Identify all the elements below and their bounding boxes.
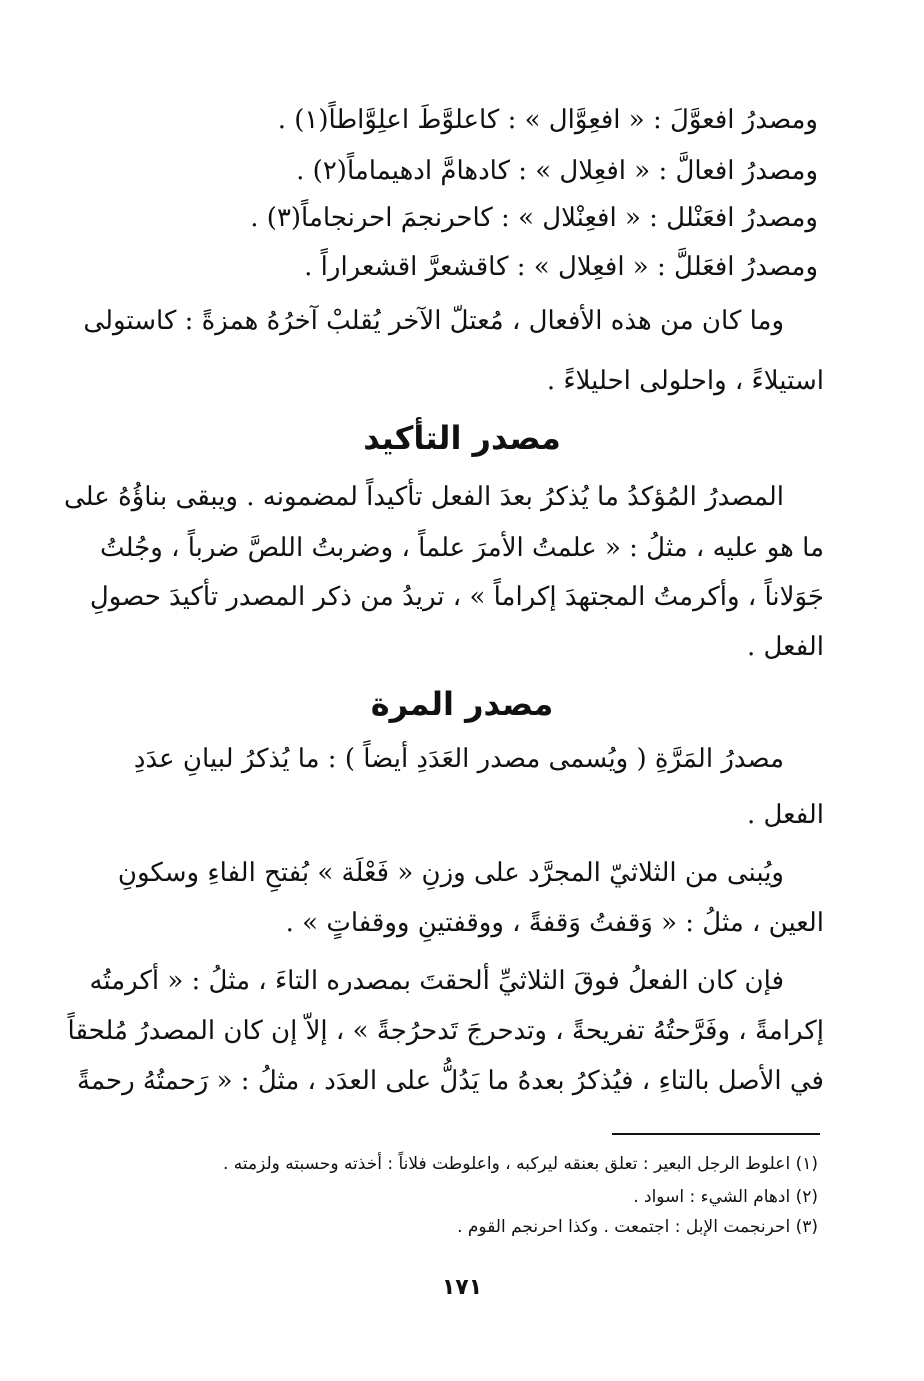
- text-line-4: ومصدرُ افعَللَّ : « افعِلال » : كاقشعرَّ اقشعراراً .: [304, 252, 818, 282]
- paragraph-3-line-1: مصدرُ المَرَّةِ ( ويُسمى مصدر العَدَدِ أيضاً ) : ما يُذكرُ لبيانِ عدَدِ: [133, 744, 784, 774]
- paragraph-4-line-1: ويُبنى من الثلاثيّ المجرَّد على وزنِ « فَعْلَة » بُفتحِ الفاءِ وسكونِ: [117, 858, 784, 888]
- page-number: ١٧١: [441, 1275, 483, 1300]
- paragraph-1-line-2: استيلاءً ، واحلولى احليلاءً .: [546, 366, 824, 396]
- footnote-3: (٣) احرنجمت الإبل : اجتمعت . وكذا احرنجم القوم .: [457, 1217, 818, 1237]
- paragraph-2-line-1: المصدرُ المُؤكدُ ما يُذكرُ بعدَ الفعل تأكيداً لمضمونه . ويبقى بناؤُهُ على: [64, 482, 784, 512]
- text-line-3: ومصدرُ افعَنْلل : « افعِنْلال » : كاحرنجمَ احرنجاماً(٣) .: [250, 203, 818, 233]
- paragraph-2-line-3: جَوَلاناً ، وأكرمتُ المجتهدَ إكراماً » ، تريدُ من ذكر المصدر تأكيدَ حصولِ: [89, 582, 824, 612]
- heading-emphatic-masdar: مصدر التأكيد: [363, 419, 561, 457]
- paragraph-2-line-4: الفعل .: [746, 632, 824, 662]
- footnote-separator: [612, 1133, 820, 1135]
- footnote-2: (٢) ادهام الشيء : اسواد .: [633, 1187, 818, 1207]
- paragraph-4-line-2: العين ، مثلُ : « وَقفتُ وَقفةً ، ووقفتينِ ووقفاتٍ » .: [285, 908, 824, 938]
- heading-masdar-of-once: مصدر المرة: [370, 685, 554, 723]
- footnote-1: (١) اعلوط الرجل البعير : تعلق بعنقه ليركبه ، واعلوطت فلاناً : أخذته وحسبته ولزمته .: [222, 1154, 818, 1174]
- text-line-2: ومصدرُ افعالَّ : « افعِلال » : كادهامَّ ادهيماماً(٢) .: [296, 156, 818, 186]
- paragraph-5-line-3: في الأصل بالتاءِ ، فيُذكرُ بعدهُ ما يَدُلُّ على العدَد ، مثلُ : « رَحمتُهُ رحمةً: [77, 1066, 824, 1096]
- paragraph-5-line-2: إكرامةً ، وفَرَّحتُهُ تفريحةً ، وتدحرجَ تَدحرُجةً » ، إلاّ إن كان المصدرُ مُلحقاً: [67, 1016, 824, 1046]
- paragraph-2-line-2: ما هو عليه ، مثلُ : « علمتُ الأمرَ علماً ، وضربتُ اللصَّ ضرباً ، وجُلتُ: [100, 533, 824, 563]
- paragraph-5-line-1: فإن كان الفعلُ فوقَ الثلاثيِّ ألحقتَ بمصدره التاءَ ، مثلُ : « أكرمتُه: [89, 966, 784, 996]
- paragraph-1-line-1: وما كان من هذه الأفعال ، مُعتلّ الآخر يُقلبْ آخرُهُ همزةً : كاستولى: [83, 306, 784, 336]
- paragraph-3-line-2: الفعل .: [746, 800, 824, 830]
- text-line-1: ومصدرُ افعوَّلَ : « افعِوَّال » : كاعلوَّطَ اعلِوَّاطاً(١) .: [277, 105, 818, 135]
